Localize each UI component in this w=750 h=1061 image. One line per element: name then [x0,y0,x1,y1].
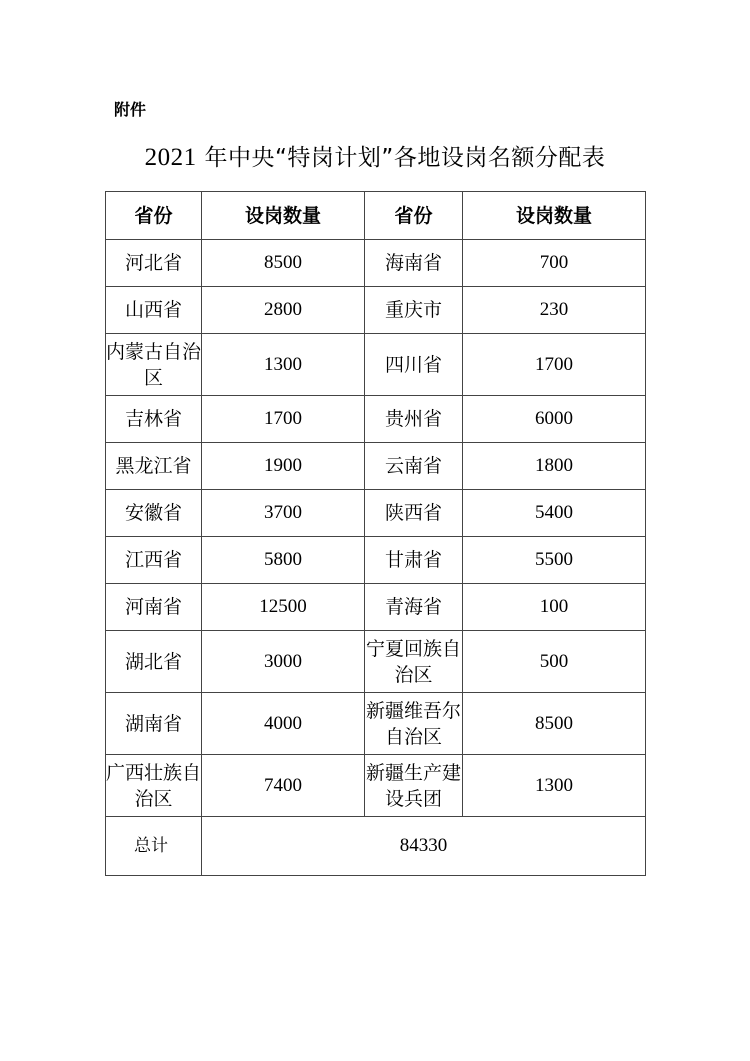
province-cell: 吉林省 [106,396,202,443]
province-cell: 新疆维吾尔自治区 [365,693,463,755]
province-cell: 甘肃省 [365,537,463,584]
province-cell: 陕西省 [365,490,463,537]
table-row [106,693,646,755]
table-header-row [106,192,646,240]
total-value: 84330 [202,817,646,876]
province-cell: 重庆市 [365,287,463,334]
quota-cell: 1700 [463,334,646,396]
table-row [106,334,646,396]
quota-cell: 1900 [202,443,365,490]
header-quota-1: 设岗数量 [202,192,365,240]
province-cell: 河南省 [106,584,202,631]
quota-cell: 1800 [463,443,646,490]
province-cell: 四川省 [365,334,463,396]
province-cell: 湖南省 [106,693,202,755]
title-year: 2021 [144,144,197,171]
quota-cell: 2800 [202,287,365,334]
attachment-label: 附件 [114,100,147,119]
province-cell: 宁夏回族自治区 [365,631,463,693]
quota-cell: 5500 [463,537,646,584]
province-cell: 广西壮族自治区 [106,755,202,817]
quota-cell: 1300 [202,334,365,396]
quota-cell: 8500 [202,240,365,287]
table-row [106,443,646,490]
province-cell: 云南省 [365,443,463,490]
quota-cell: 100 [463,584,646,631]
table-row [106,240,646,287]
table-row [106,537,646,584]
total-label: 总计 [106,817,202,876]
quota-cell: 5800 [202,537,365,584]
table-row [106,396,646,443]
quota-cell: 4000 [202,693,365,755]
quota-cell: 7400 [202,755,365,817]
province-cell: 安徽省 [106,490,202,537]
quota-cell: 8500 [463,693,646,755]
quota-cell: 1300 [463,755,646,817]
table-row [106,584,646,631]
province-cell: 贵州省 [365,396,463,443]
table-row [106,490,646,537]
quota-cell: 6000 [463,396,646,443]
header-province-2: 省份 [365,192,463,240]
province-cell: 新疆生产建设兵团 [365,755,463,817]
quota-cell: 3000 [202,631,365,693]
table-total-row [106,817,646,876]
quota-cell: 1700 [202,396,365,443]
quota-cell: 700 [463,240,646,287]
table-row [106,287,646,334]
quota-cell: 500 [463,631,646,693]
table-row [106,631,646,693]
page-title [0,141,750,175]
table-row [106,755,646,817]
quota-cell: 3700 [202,490,365,537]
province-cell: 湖北省 [106,631,202,693]
province-cell: 内蒙古自治区 [106,334,202,396]
header-province-1: 省份 [106,192,202,240]
title-text: 年中央“特岗计划”各地设岗名额分配表 [196,145,606,171]
quota-cell: 5400 [463,490,646,537]
province-cell: 海南省 [365,240,463,287]
province-cell: 青海省 [365,584,463,631]
quota-cell: 12500 [202,584,365,631]
header-quota-2: 设岗数量 [463,192,646,240]
province-cell: 山西省 [106,287,202,334]
quota-table [105,191,646,876]
quota-cell: 230 [463,287,646,334]
province-cell: 黑龙江省 [106,443,202,490]
province-cell: 江西省 [106,537,202,584]
province-cell: 河北省 [106,240,202,287]
